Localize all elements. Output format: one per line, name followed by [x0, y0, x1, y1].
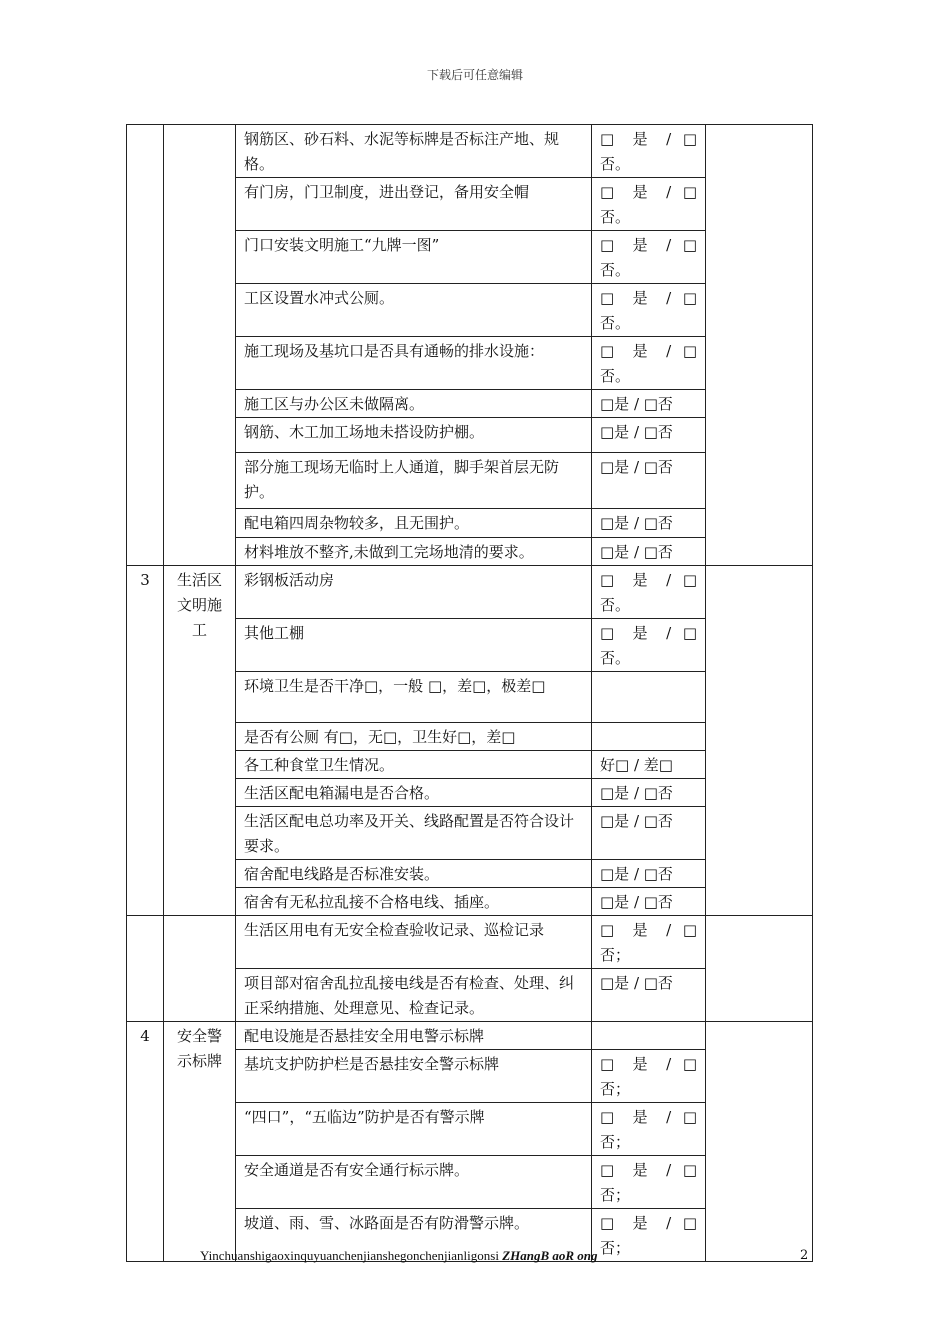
- row-number: [127, 125, 164, 566]
- check-item: 宿舍有无私拉乱接不合格电线、插座。: [236, 888, 592, 916]
- check-item: 配电箱四周杂物较多，且无围护。: [236, 509, 592, 538]
- check-item: 安全通道是否有安全通行标示牌。: [236, 1156, 592, 1209]
- answer-checkbox[interactable]: [592, 1022, 706, 1050]
- section-name: 安全警示标牌: [164, 1022, 236, 1262]
- table-row: [127, 125, 813, 178]
- answer-checkbox[interactable]: □ 是 / □ 否。: [592, 125, 706, 178]
- check-item: 钢筋区、砂石料、水泥等标牌是否标注产地、规格。: [236, 125, 592, 178]
- remarks-cell[interactable]: [706, 916, 813, 1022]
- answer-checkbox[interactable]: □ 是 / □ 否；: [592, 1209, 706, 1262]
- answer-checkbox[interactable]: □是 / □否: [592, 538, 706, 566]
- check-item: 工区设置水冲式公厕。: [236, 284, 592, 337]
- answer-checkbox[interactable]: □ 是 / □ 否。: [592, 178, 706, 231]
- check-item: 钢筋、木工加工场地未搭设防护棚。: [236, 418, 592, 453]
- answer-checkbox[interactable]: [592, 723, 706, 751]
- check-item: “四口”，“五临边”防护是否有警示牌: [236, 1103, 592, 1156]
- check-item: 生活区配电箱漏电是否合格。: [236, 779, 592, 807]
- check-item: 有门房，门卫制度，进出登记，备用安全帽: [236, 178, 592, 231]
- check-item: 门口安装文明施工“九牌一图”: [236, 231, 592, 284]
- answer-checkbox[interactable]: □是 / □否: [592, 453, 706, 509]
- answer-checkbox[interactable]: □ 是 / □ 否。: [592, 284, 706, 337]
- answer-checkbox[interactable]: □是 / □否: [592, 779, 706, 807]
- answer-checkbox[interactable]: □ 是 / □ 否。: [592, 337, 706, 390]
- table-row: [127, 1022, 813, 1050]
- answer-checkbox[interactable]: □ 是 / □ 否；: [592, 1156, 706, 1209]
- check-item: 基坑支护防护栏是否悬挂安全警示标牌: [236, 1050, 592, 1103]
- check-item: 生活区用电有无安全检查验收记录、巡检记录: [236, 916, 592, 969]
- footer-author: ZHangB aoR ong: [502, 1248, 598, 1263]
- check-item: 坡道、雨、雪、冰路面是否有防滑警示牌。: [236, 1209, 592, 1262]
- answer-checkbox[interactable]: □是 / □否: [592, 860, 706, 888]
- answer-checkbox[interactable]: □ 是 / □ 否。: [592, 566, 706, 619]
- check-item: 环境卫生是否干净□，一般 □，差□，极差□: [236, 672, 592, 723]
- check-item: 其他工棚: [236, 619, 592, 672]
- inspection-table: [126, 124, 813, 1262]
- check-item: 材料堆放不整齐,未做到工完场地清的要求。: [236, 538, 592, 566]
- row-number: 3: [127, 566, 164, 916]
- answer-checkbox[interactable]: □是 / □否: [592, 390, 706, 418]
- check-item: 彩钢板活动房: [236, 566, 592, 619]
- answer-checkbox[interactable]: □是 / □否: [592, 888, 706, 916]
- answer-checkbox[interactable]: □ 是 / □ 否；: [592, 1050, 706, 1103]
- answer-checkbox[interactable]: 好□ / 差□: [592, 751, 706, 779]
- check-item: 各工种食堂卫生情况。: [236, 751, 592, 779]
- answer-checkbox[interactable]: □是 / □否: [592, 807, 706, 860]
- remarks-cell[interactable]: [706, 566, 813, 916]
- table-row: [127, 566, 813, 619]
- check-item: 施工现场及基坑口是否具有通畅的排水设施：: [236, 337, 592, 390]
- remarks-cell[interactable]: [706, 1022, 813, 1262]
- remarks-cell[interactable]: [706, 125, 813, 566]
- section-name: [164, 125, 236, 566]
- table-row: [127, 916, 813, 969]
- check-item: 部分施工现场无临时上人通道，脚手架首层无防护。: [236, 453, 592, 509]
- section-name: 生活区文明施工: [164, 566, 236, 916]
- section-name: [164, 916, 236, 1022]
- answer-checkbox[interactable]: □是 / □否: [592, 969, 706, 1022]
- check-item: 配电设施是否悬挂安全用电警示标牌: [236, 1022, 592, 1050]
- answer-checkbox[interactable]: [592, 672, 706, 723]
- check-item: 生活区配电总功率及开关、线路配置是否符合设计要求。: [236, 807, 592, 860]
- check-item: 项目部对宿舍乱拉乱接电线是否有检查、处理、纠正采纳措施、处理意见、检查记录。: [236, 969, 592, 1022]
- answer-checkbox[interactable]: □是 / □否: [592, 509, 706, 538]
- footer-company: [200, 1248, 598, 1264]
- answer-checkbox[interactable]: □是 / □否: [592, 418, 706, 453]
- page-number: 2: [800, 1248, 809, 1263]
- answer-checkbox[interactable]: □ 是 / □ 否；: [592, 916, 706, 969]
- answer-checkbox[interactable]: □ 是 / □ 否；: [592, 1103, 706, 1156]
- answer-checkbox[interactable]: □ 是 / □ 否。: [592, 231, 706, 284]
- check-item: 施工区与办公区未做隔离。: [236, 390, 592, 418]
- footer-text: Yinchuanshigaoxinquyuanchenjianshegonchenjianligonsi: [200, 1248, 499, 1263]
- row-number: [127, 916, 164, 1022]
- page-header: 下载后可任意编辑: [426, 68, 523, 82]
- check-item: 宿舍配电线路是否标准安装。: [236, 860, 592, 888]
- answer-checkbox[interactable]: □ 是 / □ 否。: [592, 619, 706, 672]
- row-number: 4: [127, 1022, 164, 1262]
- check-item: 是否有公厕 有□，无□，卫生好□，差□: [236, 723, 592, 751]
